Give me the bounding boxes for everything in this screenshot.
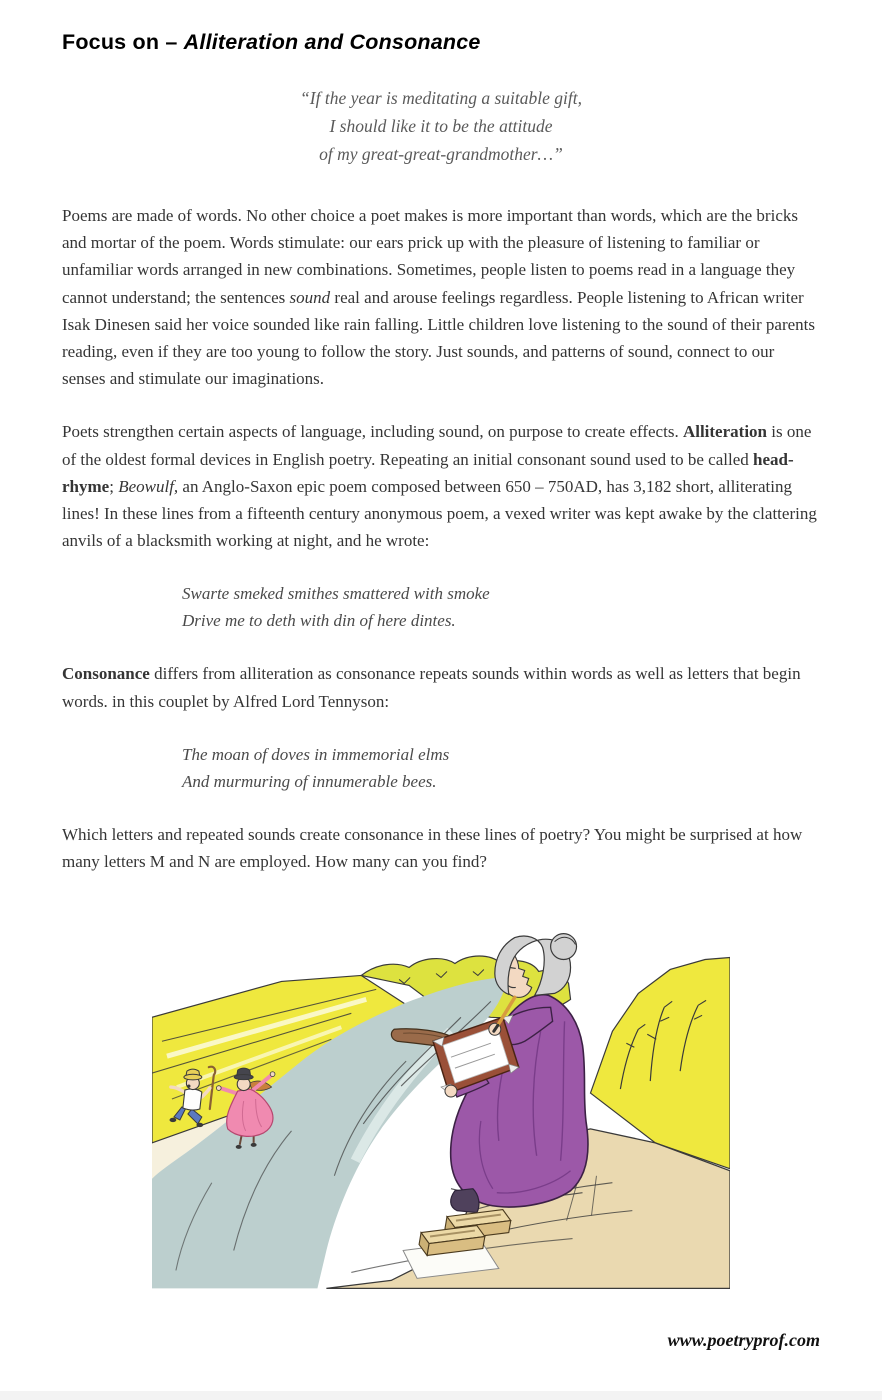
text-run-italic: Beowulf, xyxy=(118,476,179,496)
text-run: Poems are made of words. No other choice a poet makes is more important than words, which are the bricks and mortar of the poem. Words stimulate: our ears prick up with the pleasure of listening to familiar or unfamiliar words arranged in new combinations. Sometimes, people listen to poems read in a language they cannot understand; the sentences xyxy=(62,206,798,307)
text-run: is one of the oldest formal devices in English poetry. Repeating an initial consonant sound used to be called xyxy=(62,422,812,469)
paragraph-sounds xyxy=(62,202,820,392)
epigraph-line: of my great-great-grandmother…” xyxy=(319,144,563,164)
document-page xyxy=(0,30,882,875)
text-run: differs from alliteration as consonance repeats sounds within words as well as letters that begin words. in this couplet by Alfred Lord Tennyson: xyxy=(62,664,801,711)
illustration-grandmother-writing-by-river xyxy=(152,921,730,1289)
text-run: an Anglo-Saxon epic poem composed between 650 – 750AD, has 3,182 short, alliterating lines! In these lines from a fifteenth century anonymous poem, a vexed writer was kept awake by the clattering anvils of a blacksmith working at night, and he wrote: xyxy=(62,476,817,551)
paragraph-consonance xyxy=(62,660,820,714)
verse-line: Drive me to deth with din of here dintes. xyxy=(182,611,456,631)
verse-line: Swarte smeked smithes smattered with smoke xyxy=(182,584,490,604)
text-run: Poets strengthen certain aspects of language, including sound, on purpose to create effects. xyxy=(62,422,683,442)
page-bottom-edge xyxy=(0,1391,882,1400)
epigraph-line: I should like it to be the attitude xyxy=(329,116,553,136)
text-run-bold: Alliteration xyxy=(682,422,767,442)
footer-url: www.poetryprof.com xyxy=(667,1330,820,1351)
text-run: ; xyxy=(109,476,119,496)
text-run-italic: sound xyxy=(289,287,331,307)
text-run-bold: Consonance xyxy=(62,664,150,684)
verse-tennyson-couplet xyxy=(182,741,820,795)
page-title-prefix: Focus on – xyxy=(62,30,184,54)
epigraph-line: “If the year is meditating a suitable gift, xyxy=(300,88,582,108)
illustration-container xyxy=(152,921,730,1294)
verse-blacksmith-couplet xyxy=(182,580,820,634)
paragraph-question xyxy=(62,821,820,875)
text-run: real and arouse feelings regardless. People listening to African writer Isak Dinesen said her voice sounded like rain falling. Little children love listening to the sound of their parents reading, even if they are too young to follow the story. Just sounds, and patterns of sound, connect to our senses and stimulate our imaginations. xyxy=(62,287,815,389)
verse-line: And murmuring of innumerable bees. xyxy=(182,771,437,791)
text-run: Which letters and repeated sounds create consonance in these lines of poetry? You might be surprised at how many letters M and N are employed. How many can you find? xyxy=(62,824,803,872)
epigraph-quote xyxy=(62,84,820,168)
page-title-emphasis: Alliteration and Consonance xyxy=(183,30,481,54)
page-title xyxy=(62,30,820,55)
paragraph-alliteration xyxy=(62,418,820,554)
verse-line: The moan of doves in immemorial elms xyxy=(182,744,450,764)
text-run-bold: head-rhyme xyxy=(62,449,794,496)
